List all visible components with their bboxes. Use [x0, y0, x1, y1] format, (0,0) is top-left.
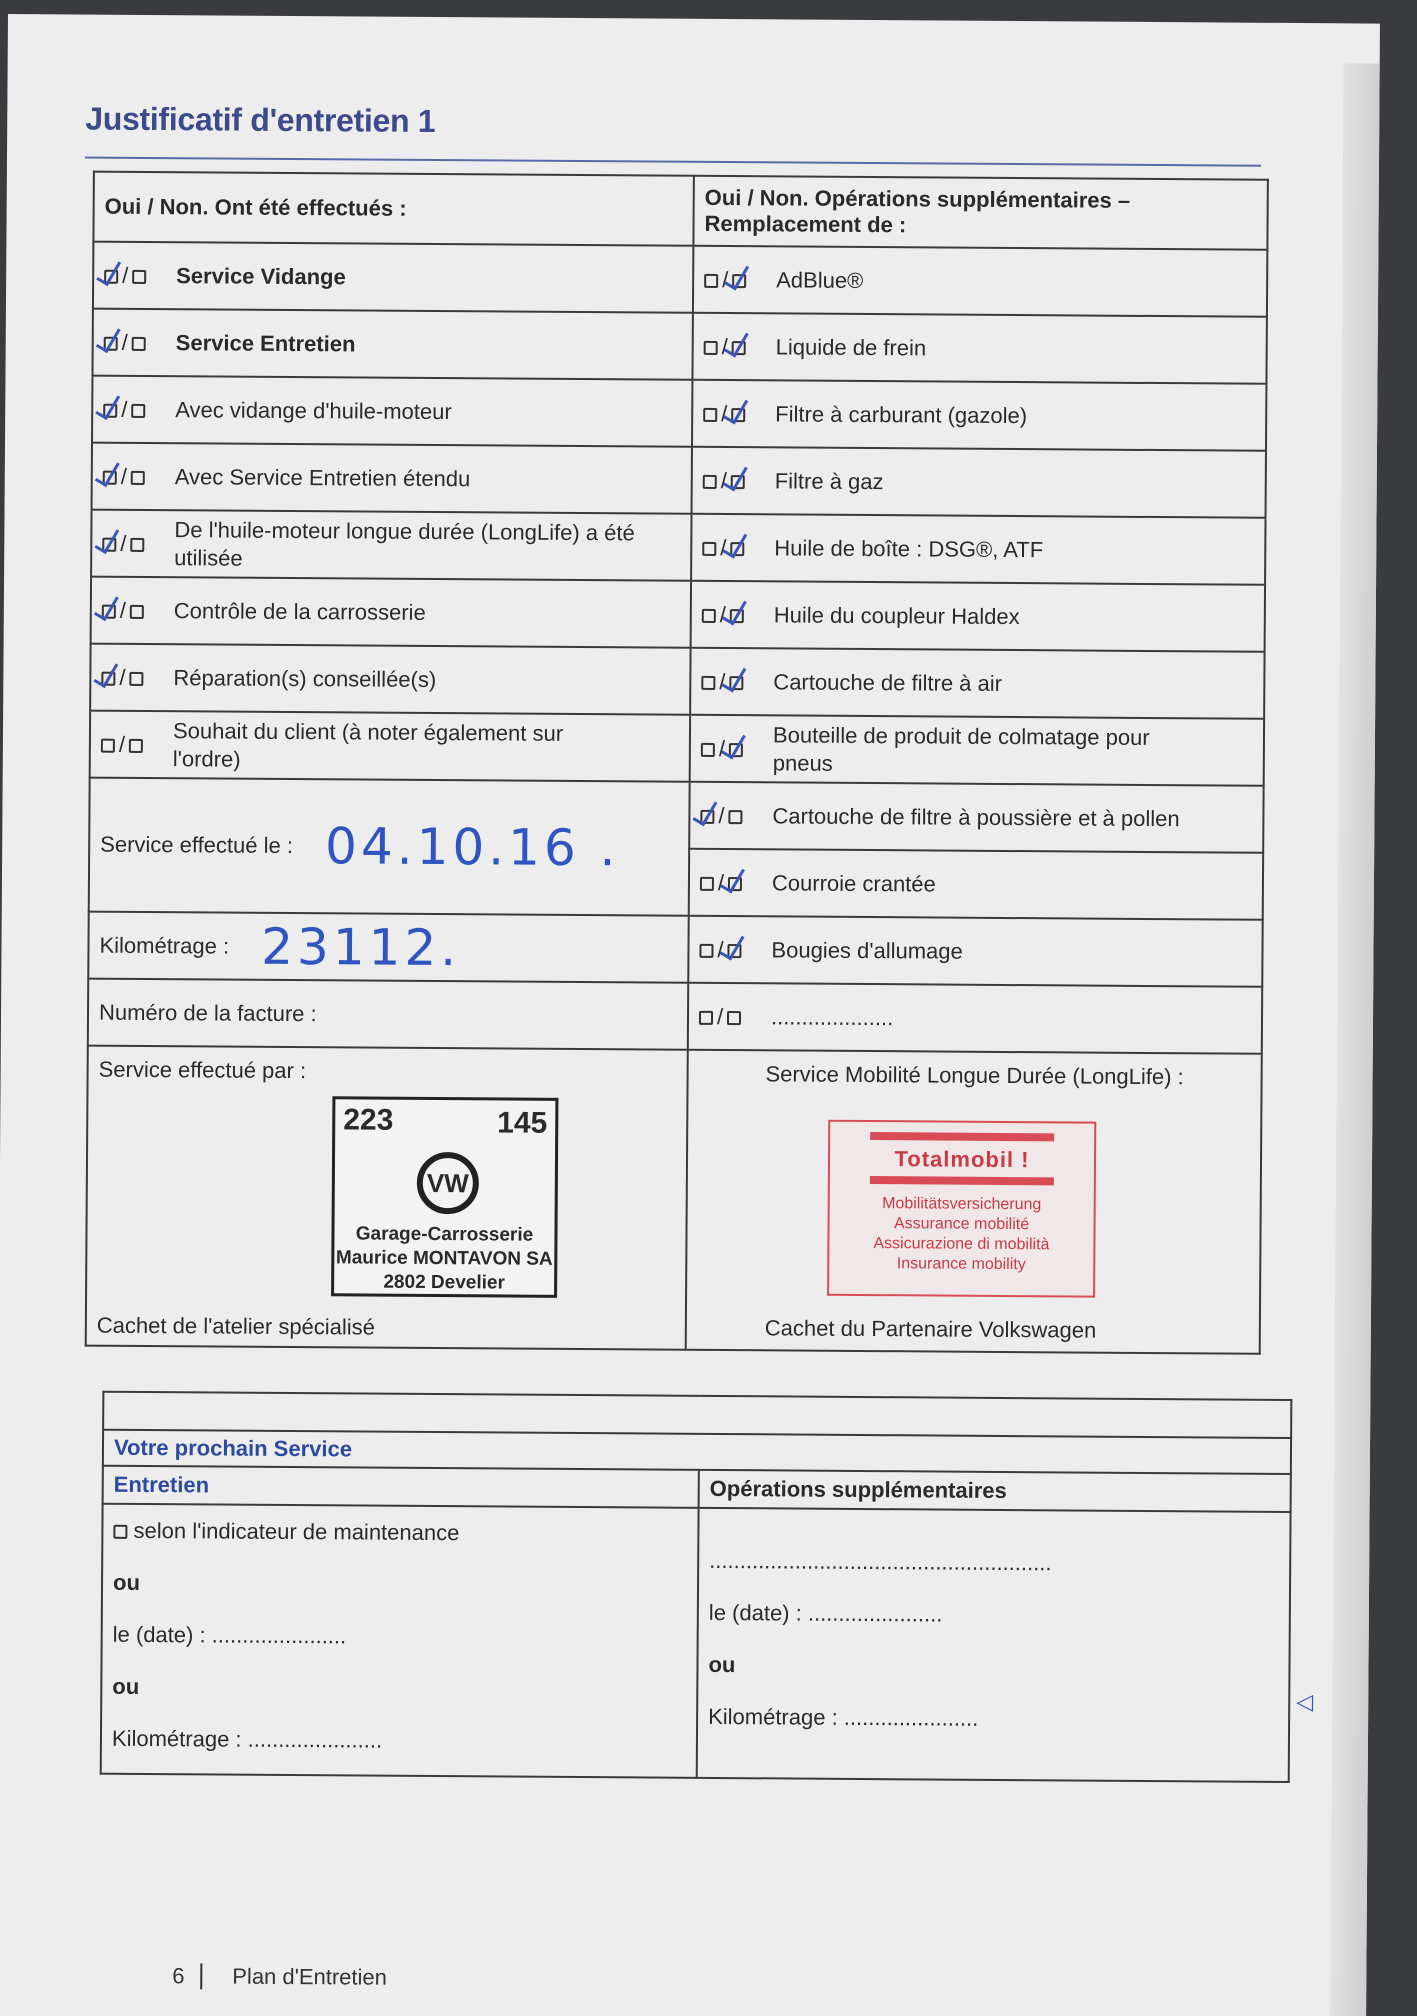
- next-service-title: Votre prochain Service: [103, 1430, 1291, 1474]
- left-row-3: / Avec vidange d'huile-moteur: [92, 376, 692, 447]
- left-header: Oui / Non. Ont été effectués :: [93, 172, 693, 246]
- mileage-cell: Kilométrage : 23112.: [88, 912, 688, 983]
- checkbox-oui[interactable]: [701, 743, 715, 757]
- partner-stamp-label: Cachet du Partenaire Volkswagen: [764, 1315, 1097, 1343]
- checkbox-non[interactable]: [732, 341, 746, 355]
- service-date-cell: Service effectué le : 04.10.16 .: [89, 778, 690, 916]
- left-row-2: / Service Entretien: [92, 309, 692, 380]
- checkbox-non[interactable]: [730, 542, 744, 556]
- checkbox-oui[interactable]: [700, 877, 714, 891]
- checkbox-oui[interactable]: [701, 676, 715, 690]
- operations-header: Opérations supplémentaires: [699, 1470, 1291, 1512]
- checkbox-non[interactable]: [132, 270, 146, 284]
- checkbox-non[interactable]: [727, 1011, 741, 1025]
- left-row-4: / Avec Service Entretien étendu: [92, 443, 692, 514]
- vw-logo-icon: VW: [417, 1152, 479, 1214]
- right-row-8: / Bouteille de produit de colmatage pour pneus: [690, 715, 1264, 786]
- checkbox-non[interactable]: [130, 538, 144, 552]
- right-row-2: / Liquide de frein: [692, 313, 1266, 384]
- operations-date-field[interactable]: le (date) : ......................: [708, 1599, 943, 1627]
- checkbox-maintenance-indicator[interactable]: [113, 1525, 127, 1539]
- right-row-4: / Filtre à gaz: [692, 447, 1266, 518]
- checkbox-oui[interactable]: [704, 274, 718, 288]
- next-date-field[interactable]: le (date) : ......................: [112, 1621, 347, 1649]
- invoice-number-cell: Numéro de la facture :: [88, 979, 688, 1050]
- right-row-10: / Courroie crantée: [689, 849, 1263, 920]
- checkbox-oui[interactable]: [102, 537, 116, 551]
- right-row-7: / Cartouche de filtre à air: [690, 648, 1264, 719]
- checkbox-non[interactable]: [129, 739, 143, 753]
- checkbox-oui[interactable]: [102, 605, 116, 619]
- performed-by-label: Service effectué par :: [98, 1056, 307, 1084]
- right-row-6: / Huile du coupleur Haldex: [691, 581, 1265, 652]
- totalmobil-stamp: Totalmobil ! Mobilitätsversicherung Assurance mobilité Assicurazione di mobilità Insurance mobility: [827, 1120, 1096, 1298]
- next-service-table: [100, 1391, 1293, 1783]
- operations-line[interactable]: ........................................................: [709, 1547, 1052, 1576]
- checkbox-non[interactable]: [730, 609, 744, 623]
- title-rule: [85, 157, 1261, 167]
- entretien-header: Entretien: [103, 1466, 699, 1508]
- checkbox-oui[interactable]: [702, 542, 716, 556]
- right-row-12: / ....................: [688, 983, 1262, 1054]
- left-row-5: / De l'huile-moteur longue durée (LongLife) a été utilisée: [91, 510, 691, 581]
- footer-section: Plan d'Entretien: [232, 1963, 388, 1990]
- right-row-3: / Filtre à carburant (gazole): [692, 380, 1266, 451]
- checkbox-non[interactable]: [132, 337, 146, 351]
- checkbox-non[interactable]: [729, 743, 743, 757]
- triangle-marker-icon: ◁: [1296, 1689, 1314, 1715]
- page-fold: [1330, 63, 1380, 2016]
- service-date-handwritten: 04.10.16 .: [324, 817, 620, 878]
- checkbox-oui[interactable]: [704, 341, 718, 355]
- checkbox-oui[interactable]: [104, 270, 118, 284]
- checkbox-non[interactable]: [130, 605, 144, 619]
- document-page: [0, 14, 1380, 2016]
- checkbox-oui[interactable]: [101, 672, 115, 686]
- checkbox-non[interactable]: [131, 404, 145, 418]
- checkbox-oui[interactable]: [703, 408, 717, 422]
- right-header: Oui / Non. Opérations supplémentaires – Remplacement de :: [693, 176, 1267, 250]
- checkbox-non[interactable]: [732, 274, 746, 288]
- operations-cell: ........................................................ le (date) : ...................... ou Kilométrage : ......................: [697, 1508, 1291, 1782]
- right-row-11: / Bougies d'allumage: [688, 916, 1262, 987]
- longlife-label: Service Mobilité Longue Durée (LongLife) :: [765, 1061, 1184, 1090]
- checkbox-oui[interactable]: [103, 471, 117, 485]
- left-row-1: / Service Vidange: [93, 242, 693, 313]
- workshop-stamp: 223 145 VW Garage-Carrosserie Maurice MONTAVON SA 2802 Develier: [331, 1096, 558, 1298]
- left-row-6: / Contrôle de la carrosserie: [91, 577, 691, 648]
- checkbox-non[interactable]: [728, 944, 742, 958]
- checkbox-non[interactable]: [728, 810, 742, 824]
- page-footer: [172, 1963, 387, 1990]
- checkbox-oui[interactable]: [699, 944, 713, 958]
- right-row-9: / Cartouche de filtre à poussière et à pollen: [689, 782, 1263, 853]
- checkbox-oui[interactable]: [703, 475, 717, 489]
- page-number: 6: [172, 1963, 202, 1989]
- checkbox-oui[interactable]: [700, 810, 714, 824]
- page-title: Justificatif d'entretien 1: [85, 100, 436, 139]
- left-row-8: / Souhait du client (à noter également sur l'ordre): [90, 711, 690, 782]
- checkbox-oui[interactable]: [104, 337, 118, 351]
- checkbox-non[interactable]: [731, 408, 745, 422]
- checkbox-non[interactable]: [131, 471, 145, 485]
- checkbox-non[interactable]: [129, 672, 143, 686]
- operations-mileage-field[interactable]: Kilométrage : ......................: [708, 1703, 979, 1731]
- mileage-handwritten: 23112.: [261, 917, 461, 977]
- checkbox-non[interactable]: [729, 676, 743, 690]
- checkbox-oui[interactable]: [702, 609, 716, 623]
- workshop-stamp-label: Cachet de l'atelier spécialisé: [96, 1312, 376, 1340]
- left-row-7: / Réparation(s) conseillée(s): [90, 644, 690, 715]
- entretien-cell: selon l'indicateur de maintenance ou le (date) : ...................... ou Kilométrage : ......................: [101, 1504, 699, 1778]
- checkbox-oui[interactable]: [101, 738, 115, 752]
- checkbox-non[interactable]: [731, 475, 745, 489]
- checkbox-oui[interactable]: [699, 1011, 713, 1025]
- checkbox-non[interactable]: [728, 877, 742, 891]
- checkbox-oui[interactable]: [103, 404, 117, 418]
- right-row-1: / AdBlue®: [693, 246, 1267, 317]
- right-row-5: / Huile de boîte : DSG®, ATF: [691, 514, 1265, 585]
- next-mileage-field[interactable]: Kilométrage : ......................: [111, 1725, 383, 1753]
